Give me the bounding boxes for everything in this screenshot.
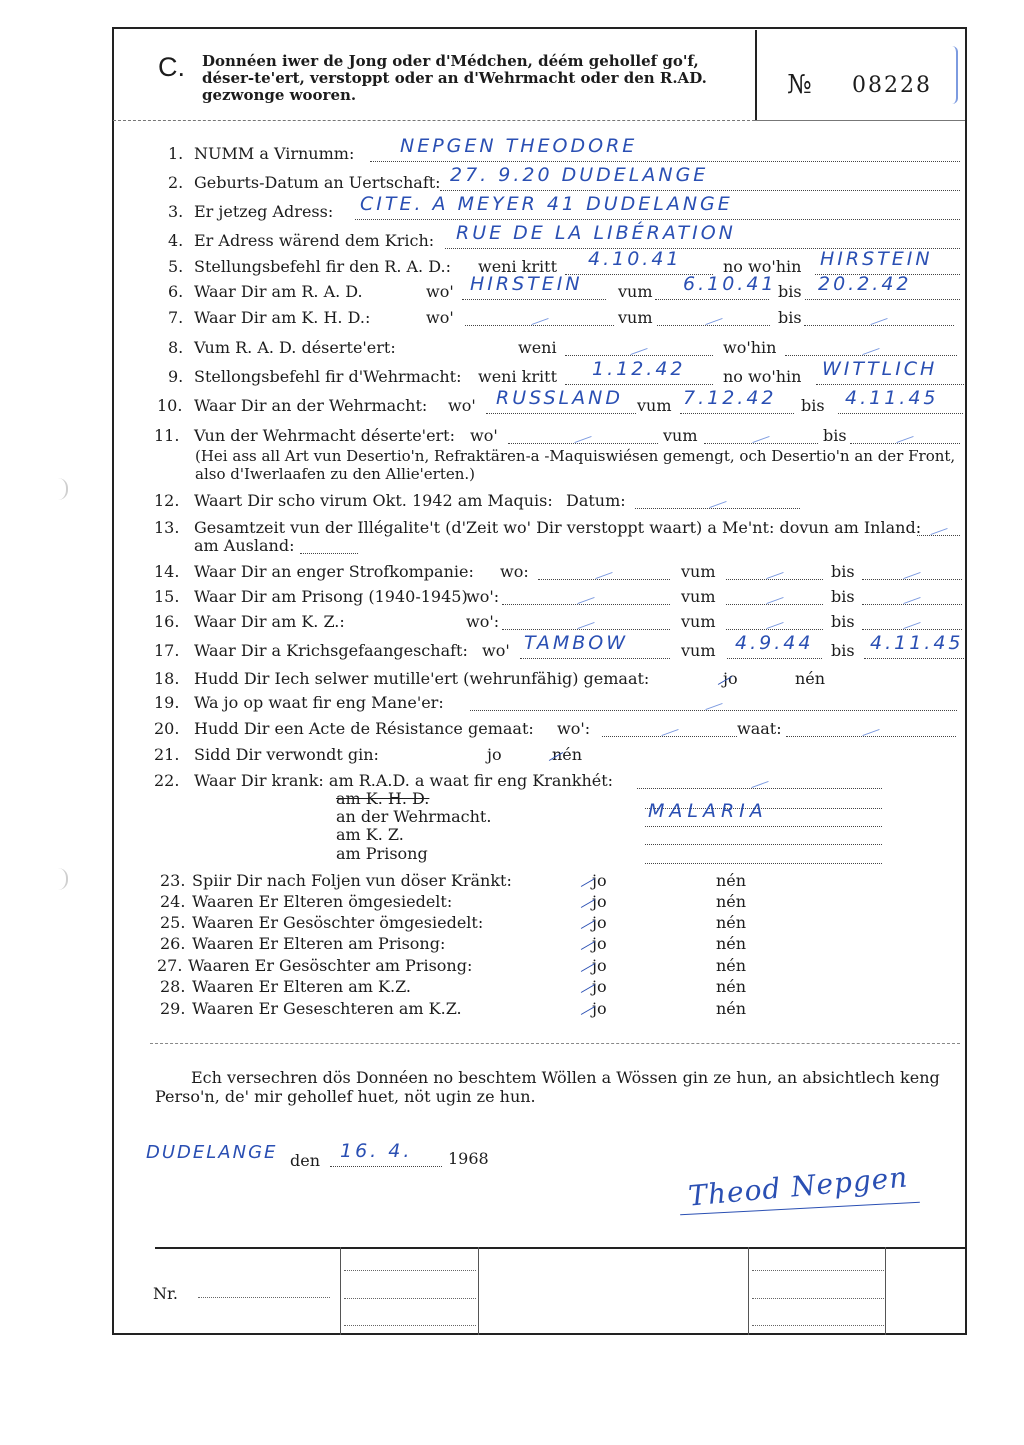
- row-number: 7.: [168, 308, 184, 327]
- row-col2-label: wo':: [466, 612, 500, 631]
- row-col4-label: bis: [831, 562, 855, 581]
- footer-cell-4[interactable]: [752, 1270, 884, 1271]
- empty-field[interactable]: [726, 615, 823, 630]
- answer-field[interactable]: 4.9.44: [735, 632, 814, 654]
- empty-field[interactable]: [502, 615, 670, 630]
- yes-option[interactable]: jo: [592, 977, 607, 996]
- row-label: Waaren Er Gesöschter ömgesiedelt:: [192, 913, 484, 932]
- den-label: den: [290, 1151, 321, 1170]
- row-col2-label: weni: [518, 338, 557, 357]
- row-number: 29.: [160, 999, 186, 1018]
- footer-nr-field[interactable]: [198, 1297, 330, 1298]
- empty-field[interactable]: [565, 341, 713, 356]
- empty-field[interactable]: [726, 590, 823, 605]
- place-field[interactable]: DUDELANGE: [146, 1142, 278, 1163]
- row-col2-label: wo:: [500, 562, 529, 581]
- empty-field[interactable]: [850, 429, 960, 444]
- row-label: Waar Dir am K. Z.:: [194, 612, 345, 631]
- answer-field[interactable]: 7.12.42: [683, 387, 777, 409]
- date-field[interactable]: 16. 4.: [340, 1140, 413, 1162]
- row-label: Waaren Er Elteren am K.Z.: [192, 977, 412, 996]
- answer-field[interactable]: 6.10.41: [683, 273, 777, 295]
- empty-field[interactable]: [465, 311, 614, 326]
- row-col4-label: bis: [831, 587, 855, 606]
- row-number: 23.: [160, 871, 186, 890]
- row-col3-label: no wo'hin: [723, 367, 802, 386]
- row-col2-label: weni kritt: [478, 367, 557, 386]
- row-number: 12.: [154, 491, 180, 510]
- row-col2-label: wo': [426, 282, 454, 301]
- row-col3-label: wo'hin: [723, 338, 777, 357]
- header-rule-right: [755, 120, 965, 121]
- no-option[interactable]: nén: [716, 977, 747, 996]
- answer-field[interactable]: TAMBOW: [524, 632, 629, 654]
- no-option[interactable]: nén: [716, 999, 747, 1018]
- row-col3-label: vum: [681, 562, 716, 581]
- row-col3-label: vum: [618, 308, 653, 327]
- row-label: Vun der Wehrmacht déserte'ert:: [194, 426, 455, 445]
- signature: Theod Nepgen: [686, 1160, 910, 1213]
- row-13-abroad: am Ausland:: [194, 536, 295, 555]
- empty-field[interactable]: [538, 565, 670, 580]
- row-col2-label: wo': [482, 641, 510, 660]
- empty-field[interactable]: [470, 696, 957, 711]
- empty-field[interactable]: [657, 311, 770, 326]
- yes-option[interactable]: jo: [592, 956, 607, 975]
- footer-cell-5[interactable]: [752, 1298, 884, 1299]
- yes-option[interactable]: jo: [592, 913, 607, 932]
- footer-nr-label: Nr.: [153, 1284, 178, 1303]
- row-number: 3.: [168, 202, 184, 221]
- row-col3-label: no wo'hin: [723, 257, 802, 276]
- empty-field[interactable]: [635, 494, 800, 509]
- row-col2-label: weni kritt: [478, 257, 557, 276]
- row-number: 28.: [160, 977, 186, 996]
- row-col2-label: Datum:: [566, 491, 626, 510]
- empty-field[interactable]: [637, 774, 882, 789]
- row-col4-label: bis: [778, 308, 802, 327]
- yes-option[interactable]: jo: [592, 999, 607, 1018]
- row-col3-label: waat:: [737, 719, 782, 738]
- row-label: Waaren Er Geseschteren am K.Z.: [192, 999, 462, 1018]
- header-divider: [755, 30, 757, 121]
- row-label: Er Adress wärend dem Krich:: [194, 231, 435, 250]
- row-number: 6.: [168, 282, 184, 301]
- illness-sub-label: an der Wehrmacht.: [336, 807, 492, 826]
- row-number: 9.: [168, 367, 184, 386]
- row-col2-label: wo':: [466, 587, 500, 606]
- no-option[interactable]: nén: [716, 892, 747, 911]
- row-number: 15.: [154, 587, 180, 606]
- answer-field[interactable]: CITE. A MEYER 41 DUDELANGE: [360, 193, 733, 215]
- footer-col-1: [340, 1247, 341, 1335]
- row-number: 17.: [154, 641, 180, 660]
- row-col3-label: vum: [637, 396, 672, 415]
- row-col4-label: bis: [823, 426, 847, 445]
- row-col3-label: vum: [681, 587, 716, 606]
- row-label: Geburts-Datum an Uertschaft:: [194, 173, 441, 192]
- row-col2-label: wo': [470, 426, 498, 445]
- row-number: 14.: [154, 562, 180, 581]
- empty-field[interactable]: [917, 521, 960, 536]
- row-number: 18.: [154, 669, 180, 688]
- empty-field[interactable]: [862, 565, 962, 580]
- row-label: Waar Dir am R. A. D.: [194, 282, 363, 301]
- row-number: 19.: [154, 693, 180, 712]
- row-col2-label: wo':: [557, 719, 591, 738]
- row-number: 20.: [154, 719, 180, 738]
- row-label: Waar Dir am K. H. D.:: [194, 308, 371, 327]
- number-sign: №: [787, 70, 812, 100]
- row-label: Hudd Dir Iech selwer mutille'ert (wehrunfähig) gemaat:: [194, 669, 650, 688]
- row-label: Waar Dir krank: am R.A.D. a waat fir eng Krankhét:: [194, 771, 614, 790]
- empty-field[interactable]: [726, 565, 823, 580]
- footer-rule: [155, 1247, 965, 1249]
- row-label: Hudd Dir een Acte de Résistance gemaat:: [194, 719, 534, 738]
- form-number: 08228: [852, 73, 932, 98]
- footer-cell-3[interactable]: [344, 1325, 476, 1326]
- answer-field[interactable]: NEPGEN THEODORE: [400, 135, 638, 157]
- illness-sub-field[interactable]: [645, 830, 882, 845]
- row-label: NUMM a Virnumm:: [194, 144, 355, 163]
- empty-field[interactable]: [786, 722, 956, 737]
- row-label: Sidd Dir verwondt gin:: [194, 745, 379, 764]
- row-number: 21.: [154, 745, 180, 764]
- answer-field[interactable]: WITTLICH: [822, 358, 938, 380]
- footer-col-3: [748, 1247, 749, 1335]
- row-label: Spiir Dir nach Foljen vun döser Kränkt:: [192, 871, 512, 890]
- empty-field[interactable]: [862, 590, 962, 605]
- yes-option[interactable]: jo: [592, 871, 607, 890]
- empty-field[interactable]: [785, 341, 957, 356]
- row-number: 16.: [154, 612, 180, 631]
- row-number: 8.: [168, 338, 184, 357]
- row-col2-label: wo': [448, 396, 476, 415]
- no-option[interactable]: nén: [716, 871, 747, 890]
- footer-col-2: [478, 1247, 479, 1335]
- illness-sub-field[interactable]: [645, 849, 882, 864]
- no-option[interactable]: nén: [716, 913, 747, 932]
- row-col4-label: bis: [831, 612, 855, 631]
- row-number: 2.: [168, 173, 184, 192]
- answer-field[interactable]: 20.2.42: [818, 273, 912, 295]
- illness-answer[interactable]: MALARIA: [648, 800, 768, 822]
- row-number: 25.: [160, 913, 186, 932]
- answer-field[interactable]: 4.11.45: [845, 387, 939, 409]
- row-number: 10.: [157, 396, 183, 415]
- empty-field[interactable]: [508, 429, 658, 444]
- row-number: 24.: [160, 892, 186, 911]
- row-number: 11.: [154, 426, 180, 445]
- empty-field[interactable]: [862, 615, 962, 630]
- yes-option[interactable]: jo: [592, 892, 607, 911]
- row-number: 4.: [168, 231, 184, 250]
- row-label: Stellungsbefehl fir den R. A. D.:: [194, 257, 451, 276]
- answer-field[interactable]: HIRSTEIN: [820, 248, 933, 270]
- row-label: Wa jo op waat fir eng Mane'er:: [194, 693, 444, 712]
- footer-cell-1[interactable]: [344, 1270, 476, 1271]
- row-label: Waaren Er Gesöschter am Prisong:: [188, 956, 473, 975]
- row-label: Stellongsbefehl fir d'Wehrmacht:: [194, 367, 462, 386]
- footer-cell-2[interactable]: [344, 1298, 476, 1299]
- row-number: 5.: [168, 257, 184, 276]
- row-number: 22.: [154, 771, 180, 790]
- header-rule: [113, 120, 755, 121]
- handwritten-mark: [948, 46, 958, 104]
- row-number: 26.: [160, 934, 186, 953]
- row-col2-label: wo': [426, 308, 454, 327]
- row-col3-label: vum: [663, 426, 698, 445]
- row-number: 1.: [168, 144, 184, 163]
- illness-sub-label: am K. H. D.: [336, 789, 430, 808]
- form-title: Donnéen iwer de Jong oder d'Médchen, déém gehollef go'f, déser-te'ert, verstoppt oder an d'Wehrmacht oder den R.AD. gezwonge wooren.: [202, 52, 707, 104]
- row-col4-label: bis: [801, 396, 825, 415]
- row-label: Waar Dir an der Wehrmacht:: [194, 396, 428, 415]
- abroad-field[interactable]: [300, 539, 358, 554]
- answer-field[interactable]: 4.11.45: [870, 632, 964, 654]
- empty-field[interactable]: [704, 429, 818, 444]
- answer-field[interactable]: 27. 9.20 DUDELANGE: [450, 164, 709, 186]
- yes-option[interactable]: jo: [487, 745, 502, 764]
- row-label: Er jetzeg Adress:: [194, 202, 334, 221]
- empty-field[interactable]: [502, 590, 670, 605]
- answer-field[interactable]: RUSSLAND: [496, 387, 623, 409]
- year-label: 1968: [448, 1149, 489, 1168]
- section-letter: C.: [158, 52, 185, 82]
- no-option[interactable]: nén: [716, 934, 747, 953]
- yes-option[interactable]: jo: [592, 934, 607, 953]
- row-col4-label: bis: [778, 282, 802, 301]
- answer-field[interactable]: 4.10.41: [588, 248, 682, 270]
- row-col4-label: bis: [831, 641, 855, 660]
- no-option[interactable]: nén: [795, 669, 826, 688]
- row-label: Waar Dir am Prisong (1940-1945): [194, 587, 468, 606]
- no-option[interactable]: nén: [552, 745, 583, 764]
- row-number: 13.: [154, 518, 180, 537]
- yes-option[interactable]: jo: [723, 669, 738, 688]
- answer-field[interactable]: RUE DE LA LIBÉRATION: [456, 222, 736, 244]
- empty-field[interactable]: [602, 722, 737, 737]
- section-separator: [150, 1043, 960, 1044]
- declaration-text: Ech versechren dös Donnéen no beschtem Wöllen a Wössen gin ze hun, an absichtlech keng Perso'n, de' mir gehollef huet, nöt ugin ze hun.: [155, 1068, 940, 1106]
- footer-cell-6[interactable]: [752, 1325, 884, 1326]
- illness-sub-label: am K. Z.: [336, 825, 404, 844]
- row-label: Waar Dir an enger Strofkompanie:: [194, 562, 474, 581]
- answer-field[interactable]: 1.12.42: [592, 358, 686, 380]
- row-col3-label: vum: [681, 612, 716, 631]
- illness-sub-label: am Prisong: [336, 844, 428, 863]
- row-label: Waaren Er Elteren am Prisong:: [192, 934, 446, 953]
- no-option[interactable]: nén: [716, 956, 747, 975]
- note-row-11: (Hei ass all Art vun Desertio'n, Refraktären-a -Maquiswiésen gemengt, och Desertio'n an der Front, also d'Iwerlaafen zu den Allie'erten.): [195, 447, 956, 483]
- row-label: Gesamtzeit vun der Illégalite't (d'Zeit wo' Dir verstoppt waart) a Me'nt: dovun am Inland:: [194, 518, 922, 537]
- row-col3-label: vum: [681, 641, 716, 660]
- row-label: Waaren Er Elteren ömgesiedelt:: [192, 892, 453, 911]
- row-number: 27.: [157, 956, 183, 975]
- row-col3-label: vum: [618, 282, 653, 301]
- footer-col-4: [885, 1247, 886, 1335]
- row-label: Waart Dir scho virum Okt. 1942 am Maquis:: [194, 491, 553, 510]
- date-dotline: [330, 1152, 442, 1167]
- answer-field[interactable]: HIRSTEIN: [470, 273, 583, 295]
- row-label: Vum R. A. D. déserte'ert:: [194, 338, 396, 357]
- empty-field[interactable]: [804, 311, 954, 326]
- row-label: Waar Dir a Krichsgefaangeschaft:: [194, 641, 468, 660]
